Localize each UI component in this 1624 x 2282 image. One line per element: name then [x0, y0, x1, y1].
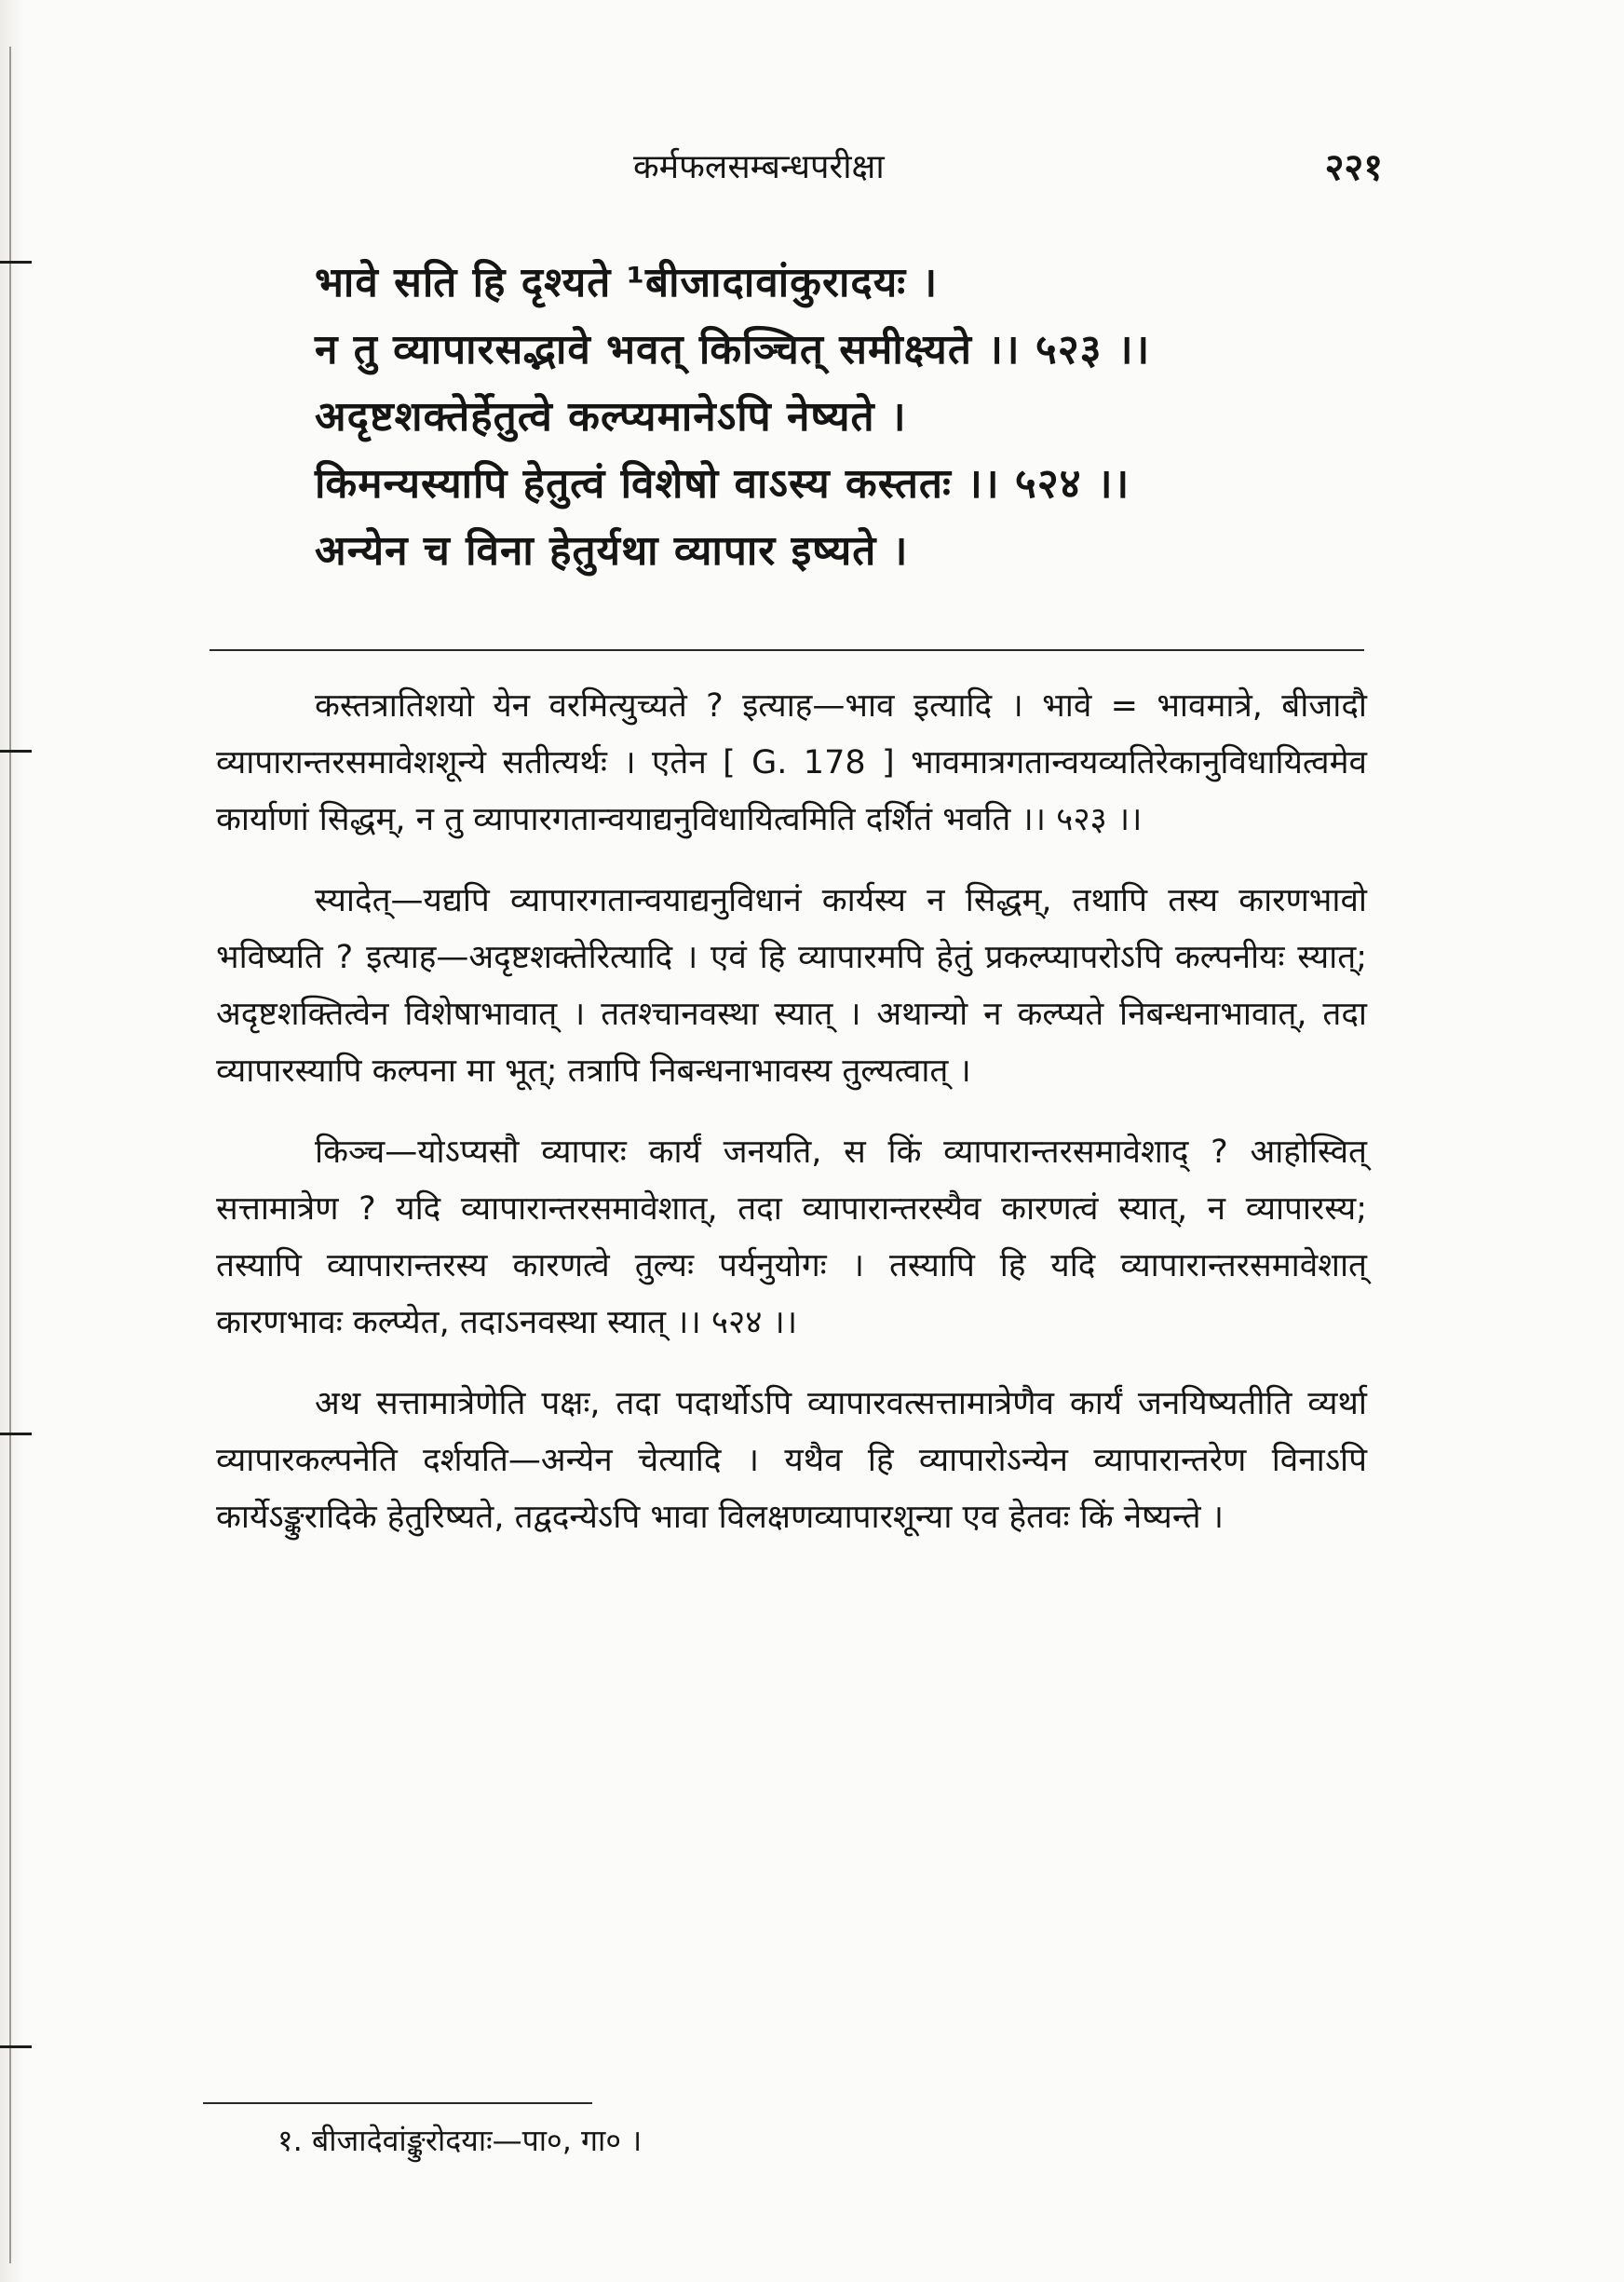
commentary-paragraph: [216, 873, 1367, 1100]
footnote-divider: [203, 2102, 592, 2104]
verse-line: भावे सति हि दृश्यते ¹बीजादावांकुरादयः ।: [315, 259, 939, 306]
verse-commentary-divider: [210, 649, 1364, 651]
footnote: १. बीजादेवांङ्कुरोदयाः—पा०, गा० ।: [277, 2123, 643, 2158]
margin-mark: [0, 2045, 32, 2048]
binding-shadow-line: [9, 47, 11, 2263]
commentary-text: स्यादेत्—यद्यपि व्यापारगतान्वयाद्यनुविधानं कार्यस्य न सिद्धम्, तथापि तस्य कारणभावो भविष्यति ? इत्याह—अदृष्टशक्तेरित्यादि । एवं हि व्यापारमपि हेतुं प्रकल्प्यापरोऽपि कल्पनीयः स्यात्; अदृष्टशक्तित्वेन विशेषाभावात् । ततश्चानवस्था स्यात् । अथान्यो न कल्प्यते निबन्धनाभावात्, तदा व्यापारस्यापि कल्पना मा भूत्; तत्रापि निबन्धनाभावस्य तुल्यत्वात् ।: [216, 882, 1367, 1090]
running-header: [540, 138, 1383, 194]
chapter-title: कर्मफलसम्बन्धपरीक्षा: [633, 148, 885, 186]
commentary-paragraph: [216, 1376, 1367, 1546]
commentary-block: [216, 678, 1367, 1570]
verse-line: अदृष्टशक्तेर्हेतुत्वे कल्प्यमानेऽपि नेष्यते ।: [315, 393, 907, 441]
commentary-paragraph: [216, 678, 1367, 849]
commentary-text: अथ सत्तामात्रेणेति पक्षः, तदा पदार्थोऽपि व्यापारवत्सत्तामात्रेणैव कार्यं जनयिष्यतीति व्यर्था व्यापारकल्पनेति दर्शयति—अन्येन चेत्यादि । यथैव हि व्यापारोऽन्येन व्यापारान्तरेण विनाऽपि कार्येऽङ्कुरादिके हेतुरिष्यते, तद्वदन्येऽपि भावा विलक्षणव्यापारशून्या एव हेतवः किं नेष्यन्ते ।: [216, 1385, 1367, 1536]
verse-line: अन्येन च विना हेतुर्यथा व्यापार इष्यते ।: [315, 527, 909, 575]
commentary-paragraph: [216, 1124, 1367, 1352]
margin-mark: [0, 261, 32, 264]
margin-mark: [0, 1433, 32, 1435]
verse-block: [315, 250, 1339, 585]
page-number: २२१: [1324, 146, 1383, 189]
margin-mark: [0, 750, 32, 753]
commentary-text: कस्तत्रातिशयो येन वरमित्युच्यते ? इत्याह—भाव इत्यादि । भावे = भावमात्रे, बीजादौ व्यापारान्तरसमावेशशून्ये सतीत्यर्थः । एतेन [ G. 178 ] भावमात्रगतान्वयव्यतिरेकानुविधायित्वमेव कार्याणां सिद्धम्, न तु व्यापारगतान्वयाद्यनुविधायित्वमिति दर्शितं भवति ।। ५२३ ।।: [216, 687, 1367, 838]
verse-line: न तु व्यापारसद्भावे भवत् किञ्चित् समीक्ष्यते ।। ५२३ ।।: [315, 326, 1151, 374]
page-binding-edge: [0, 0, 24, 2282]
verse-line: किमन्यस्यापि हेतुत्वं विशेषो वाऽस्य कस्ततः ।। ५२४ ।।: [315, 460, 1130, 508]
commentary-text: किञ्च—योऽप्यसौ व्यापारः कार्यं जनयति, स किं व्यापारान्तरसमावेशाद् ? आहोस्वित् सत्तामात्रेण ? यदि व्यापारान्तरसमावेशात्, तदा व्यापारान्तरस्यैव कारणत्वं स्यात्, न व्यापारस्य; तस्यापि व्यापारान्तरस्य कारणत्वे तुल्यः पर्यनुयोगः । तस्यापि हि यदि व्यापारान्तरसमावेशात् कारणभावः कल्प्येत, तदाऽनवस्था स्यात् ।। ५२४ ।।: [216, 1134, 1367, 1341]
